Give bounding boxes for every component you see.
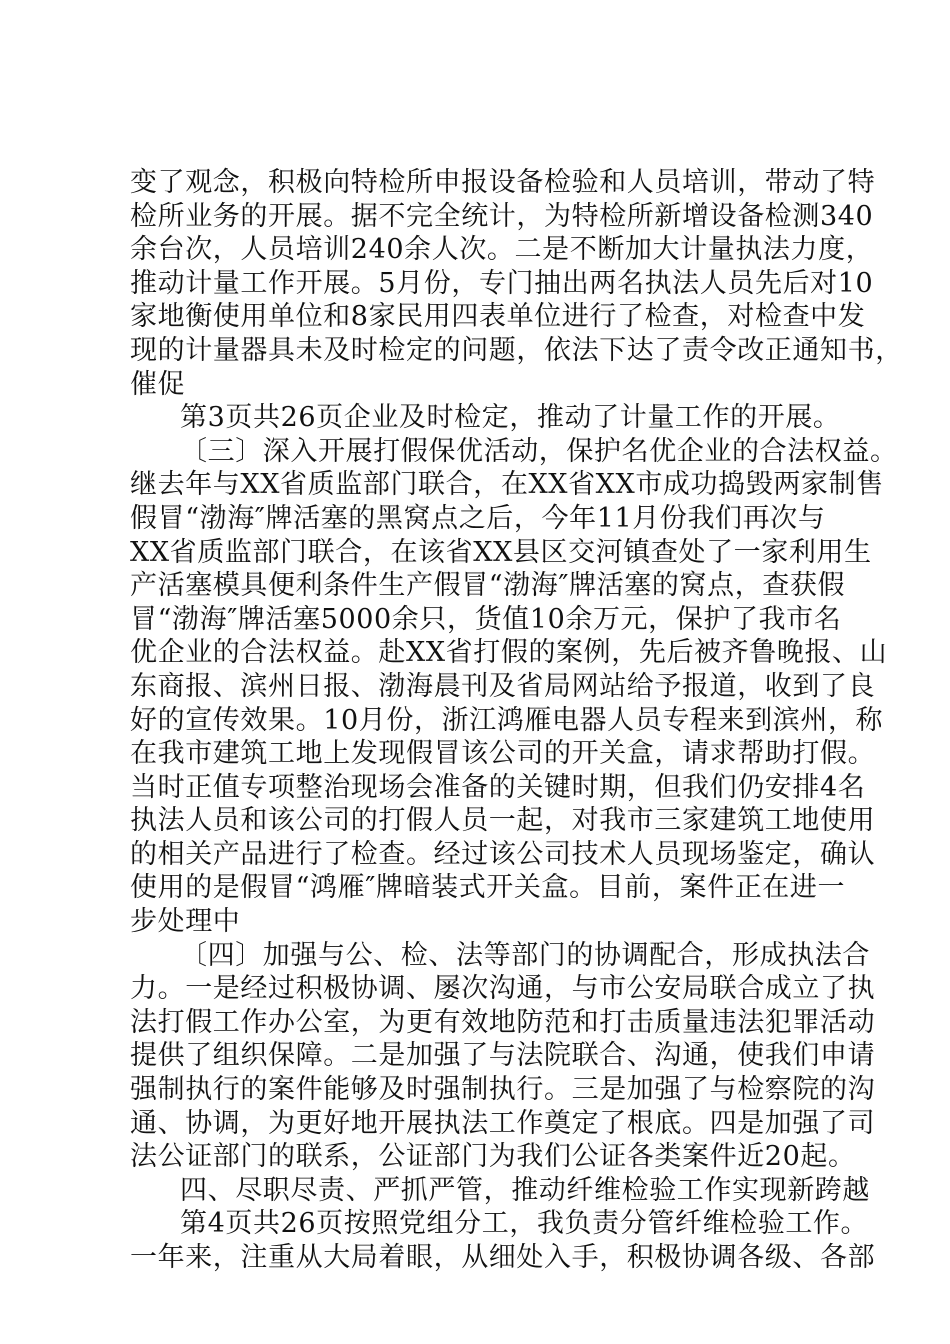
text-line: 检所业务的开展。据不完全统计，为特检所新增设备检测340 bbox=[130, 200, 874, 232]
text-line: XX省质监部门联合，在该省XX县区交河镇查处了一家利用生 bbox=[130, 536, 872, 568]
text-line: 催促 bbox=[130, 368, 186, 400]
document-body bbox=[130, 166, 903, 1275]
text-line: 余台次，人员培训240余人次。二是不断加大计量执法力度， bbox=[130, 234, 874, 266]
text-line: 法打假工作办公室，为更有效地防范和打击质量违法犯罪活动 bbox=[130, 1006, 876, 1038]
text-line: 产活塞模具便利条件生产假冒“渤海″牌活塞的窝点，查获假 bbox=[130, 570, 846, 602]
text-line: 家地衡使用单位和8家民用四表单位进行了检查，对检查中发 bbox=[130, 301, 866, 333]
text-line: 假冒“渤海″牌活塞的黑窝点之后，今年11月份我们再次与 bbox=[130, 502, 826, 534]
text-line: 提供了组织保障。二是加强了与法院联合、沟通，使我们申请 bbox=[130, 1040, 876, 1072]
text-line: 强制执行的案件能够及时强制执行。三是加强了与检察院的沟 bbox=[130, 1074, 876, 1106]
text-line: 冒“渤海″牌活塞5000余只，货值10余万元，保护了我市名 bbox=[130, 603, 842, 635]
text-line: 使用的是假冒“鸿雁″牌暗装式开关盒。目前，案件正在进一 bbox=[130, 872, 846, 904]
text-line: 现的计量器具未及时检定的问题，依法下达了责令改正通知书， bbox=[130, 334, 903, 366]
text-line: 好的宣传效果。10月份，浙江鸿雁电器人员专程来到滨州，称 bbox=[130, 704, 884, 736]
text-line: 第3页共26页企业及时检定，推动了计量工作的开展。 bbox=[180, 402, 841, 434]
text-line: 东商报、滨州日报、渤海晨刊及省局网站给予报道，收到了良 bbox=[130, 670, 876, 702]
text-line: 〔四〕加强与公、检、法等部门的协调配合，形成执法合 bbox=[180, 939, 870, 971]
text-line: 在我市建筑工地上发现假冒该公司的开关盒，请求帮助打假。 bbox=[130, 738, 876, 770]
text-line: 〔三〕深入开展打假保优活动，保护名优企业的合法权益。 bbox=[180, 435, 898, 467]
text-line: 一年来，注重从大局着眼，从细处入手，积极协调各级、各部 bbox=[130, 1242, 876, 1273]
text-line: 法公证部门的联系，公证部门为我们公证各类案件近20起。 bbox=[130, 1141, 856, 1173]
text-line: 力。一是经过积极协调、屡次沟通，与市公安局联合成立了执 bbox=[130, 973, 876, 1005]
text-line: 推动计量工作开展。5月份，专门抽出两名执法人员先后对10 bbox=[130, 267, 874, 299]
text-line: 四、尽职尽责、严抓严管，推动纤维检验工作实现新跨越 bbox=[180, 1174, 870, 1206]
text-line: 变了观念，积极向特检所申报设备检验和人员培训，带动了特 bbox=[130, 167, 876, 198]
text-line: 的相关产品进行了检查。经过该公司技术人员现场鉴定，确认 bbox=[130, 838, 876, 870]
text-line: 继去年与XX省质监部门联合，在XX省XX市成功捣毁两家制售 bbox=[130, 469, 884, 501]
text-line: 第4页共26页按照党组分工，我负责分管纤维检验工作。 bbox=[180, 1208, 869, 1240]
text-line: 优企业的合法权益。赴XX省打假的案例，先后被齐鲁晚报、山 bbox=[130, 637, 888, 669]
text-line: 通、协调，为更好地开展执法工作奠定了根底。四是加强了司 bbox=[130, 1107, 876, 1139]
text-line: 步处理中 bbox=[130, 906, 241, 938]
text-line: 执法人员和该公司的打假人员一起，对我市三家建筑工地使用 bbox=[130, 805, 876, 837]
text-line: 当时正值专项整治现场会准备的关键时期，但我们仍安排4名 bbox=[130, 771, 866, 803]
